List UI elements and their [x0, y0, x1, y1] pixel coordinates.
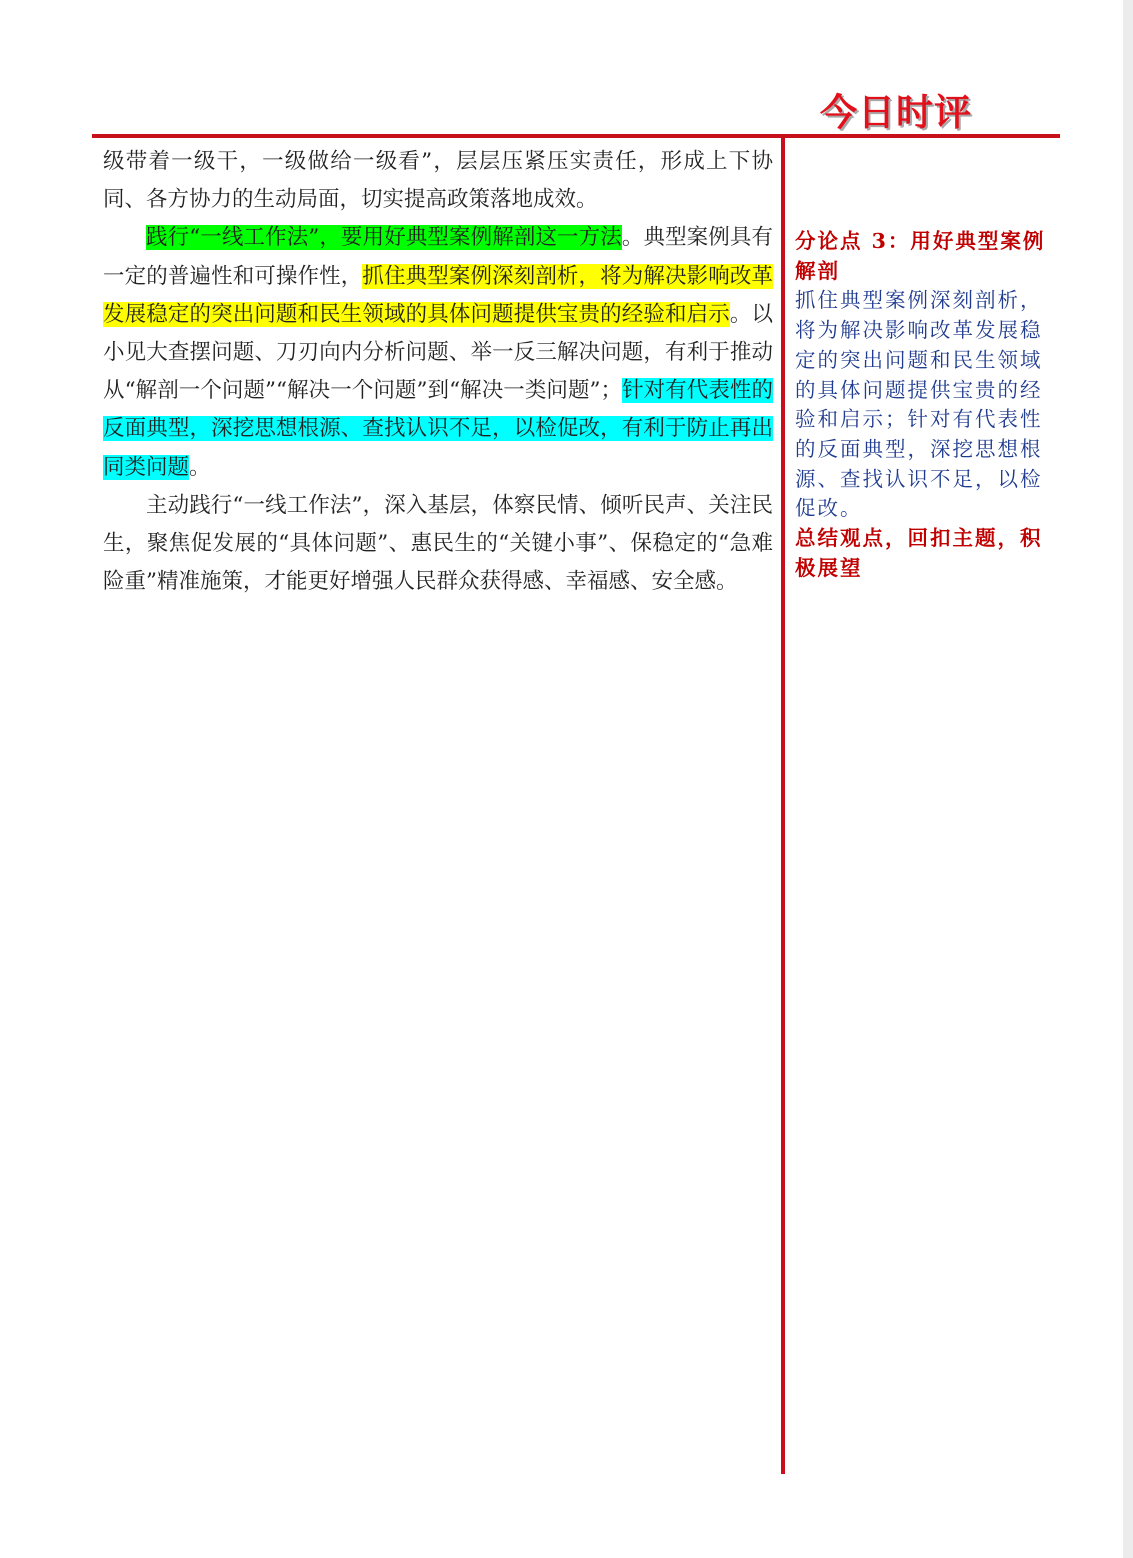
main-text-column [103, 143, 773, 601]
annotation-point-body: 抓住典型案例深刻剖析，将为解决影响改革发展稳定的突出问题和民生领域的具体问题提供宝贵的经验和启示；针对有代表性的反面典型，深挖思想根源、查找认识不足，以检促改。 [795, 288, 1043, 521]
highlight-yellow: 抓住典型案例深刻剖析，将为解决影响改革发展稳定的突出问题和民生领域的具体问题提供宝贵的经验和启示 [103, 263, 773, 327]
highlight-cyan: 针对有代表性的反面典型，深挖思想根源、查找认识不足，以检促改，有利于防止再出同类问题 [103, 378, 773, 480]
paragraph-1: 级带着一级干，一级做给一级看”，层层压紧压实责任，形成上下协同、各方协力的生动局面，切实提高政策落地成效。 [103, 149, 773, 213]
paragraph-2-text-1: 。典型案例具有一定的普遍性和可操作性， [103, 225, 773, 289]
paragraph-2-text-3: 。 [189, 454, 211, 480]
header-logo: 今日时评 [820, 91, 972, 134]
paragraph-2 [103, 219, 773, 486]
annotation-point-heading: 分论点 3：用好典型案例解剖 [795, 229, 1046, 283]
annotation-sidebar [795, 227, 1051, 583]
highlight-green: 践行“一线工作法”，要用好典型案例解剖这一方法 [146, 225, 622, 251]
annotation-summary: 总结观点，回扣主题，积极展望 [795, 526, 1043, 580]
paragraph-2-text-2: 。以小见大查摆问题、刀刃向内分析问题、举一反三解决问题，有利于推动从“解剖一个问题”“解决一个问题”到“解决一类问题”； [103, 301, 773, 404]
page-edge [1123, 0, 1133, 1558]
header-divider [92, 134, 1060, 138]
paragraph-3: 主动践行“一线工作法”，深入基层，体察民情、倾听民声、关注民生，聚焦促发展的“具体问题”、惠民生的“关键小事”、保稳定的“急难险重”精准施策，才能更好增强人民群众获得感、幸福感、安全感。 [103, 492, 773, 595]
column-divider [781, 136, 785, 1474]
